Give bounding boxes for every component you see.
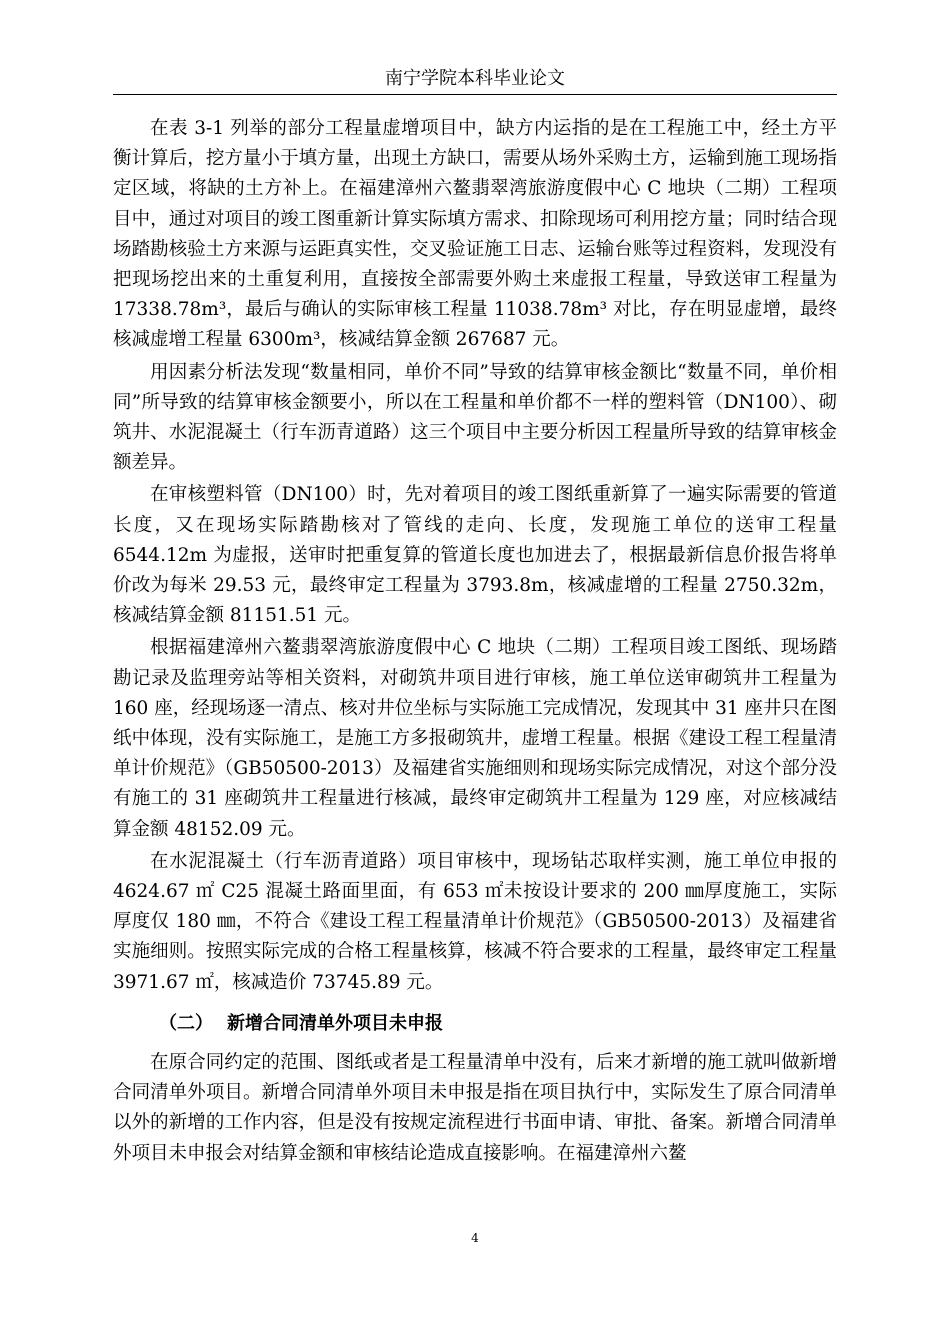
paragraph: 在表 3-1 列举的部分工程量虚增项目中，缺方内运指的是在工程施工中，经土方平衡计算后，挖方量小于填方量，出现土方缺口，需要从场外采购土方，运输到施工现场指定区域，将缺的土方补上。在福建漳州六鳌翡翠湾旅游度假中心 C 地块（二期）工程项目中，通过对项目的竣工图重新计算实际填方需求、扣除现场可利用挖方量；同时结合现场踏勘核验土方来源与运距真实性，交叉验证施工日志、运输台账等过程资料，发现没有把现场挖出来的土重复利用，直接按全部需要外购土来虚报工程量，导致送审工程量为 17338.78m³，最后与确认的实际审核工程量 11038.78m³ 对比，存在明显虚增，最终核减虚增工程量 6300m³，核减结算金额 267687 元。 <box>113 118 837 351</box>
page-number: 4 <box>471 1231 479 1245</box>
section-heading <box>113 1008 837 1040</box>
header-title: 南宁学院本科毕业论文 <box>385 68 565 89</box>
paragraph: 在水泥混凝土（行车沥青道路）项目审核中，现场钻芯取样实测，施工单位申报的 4624.67 ㎡ C25 混凝土路面里面，有 653 ㎡未按设计要求的 200 ㎜厚度施工，实际厚度仅 180 ㎜，不符合《建设工程工程量清单计价规范》（GB50500-2013）及福建省实施细则。按照实际完成的合格工程量核算，核减不符合要求的工程量，最终审定工程量 3971.67 ㎡，核减造价 73745.89 元。 <box>113 850 837 993</box>
paragraph: 在审核塑料管（DN100）时，先对着项目的竣工图纸重新算了一遍实际需要的管道长度，又在现场实际踏勘核对了管线的走向、长度，发现施工单位的送审工程量 6544.12m 为虚报，送审时把重复算的管道长度也加进去了，根据最新信息价报告将单价改为每米 29.53 元，最终审定工程量为 3793.8m，核减虚增的工程量 2750.32m，核减结算金额 81151.51 元。 <box>113 484 837 627</box>
section-title: 新增合同清单外项目未申报 <box>227 1012 443 1034</box>
paragraph: 在原合同约定的范围、图纸或者是工程量清单中没有，后来才新增的施工就叫做新增合同清单外项目。新增合同清单外项目未申报是指在项目执行中，实际发生了原合同清单以外的新增的工作内容，但是没有按规定流程进行书面申请、审批、备案。新增合同清单外项目未申报会对结算金额和审核结论造成直接影响。在福建漳州六鳌 <box>113 1051 837 1164</box>
paragraph: 根据福建漳州六鳌翡翠湾旅游度假中心 C 地块（二期）工程项目竣工图纸、现场踏勘记录及监理旁站等相关资料，对砌筑井项目进行审核，施工单位送审砌筑井工程量为 160 座，经现场逐一清点、核对井位坐标与实际施工完成情况，发现其中 31 座井只在图纸中体现，没有实际施工，是施工方多报砌筑井，虚增工程量。根据《建设工程工程量清单计价规范》（GB50500-2013）及福建省实施细则和现场实际完成情况，对这个部分没有施工的 31 座砌筑井工程量进行核减，最终审定砌筑井工程量为 129 座，对应核减结算金额 48152.09 元。 <box>113 637 837 840</box>
paragraph: 用因素分析法发现“数量相同，单价不同”导致的结算审核金额比“数量不同，单价相同”所导致的结算审核金额要小，所以在工程量和单价都不一样的塑料管（DN100）、砌筑井、水泥混凝土（行车沥青道路）这三个项目中主要分析因工程量所导致的结算审核金额差异。 <box>113 361 837 474</box>
section-number: （二） <box>159 1012 213 1034</box>
body-text <box>113 114 837 1169</box>
page-header <box>113 60 837 95</box>
